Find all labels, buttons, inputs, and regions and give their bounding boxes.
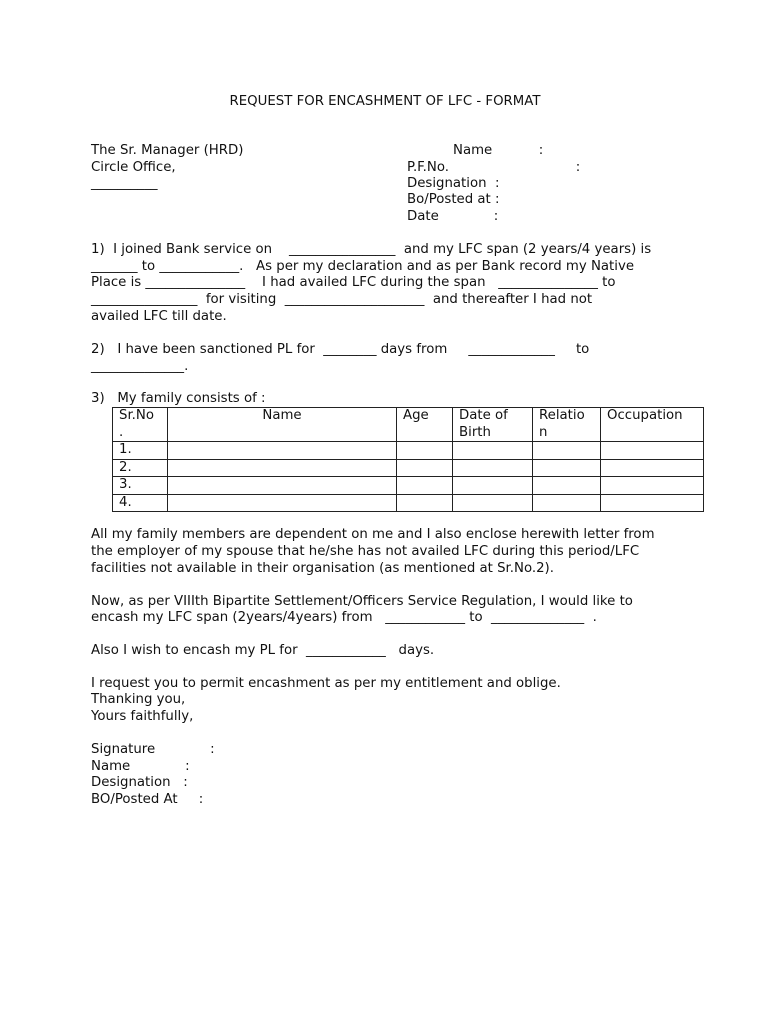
addressee-line: __________: [91, 176, 158, 191]
row-cell: [533, 459, 601, 477]
header-relation: Relatio n: [533, 408, 601, 442]
row-cell: [601, 477, 704, 495]
paragraph-line: _______ to ____________. As per my declaration and as per Bank record my Native: [91, 259, 635, 274]
row-cell: [533, 477, 601, 495]
paragraph-line: availed LFC till date.: [91, 309, 227, 324]
row-srno: 2.: [113, 459, 168, 477]
applicant-designation-field: Designation :: [407, 176, 500, 191]
closing-line: Thanking you,: [91, 692, 186, 707]
row-cell: [601, 442, 704, 460]
paragraph-line: Now, as per VIIIth Bipartite Settlement/Officers Service Regulation, I would like to: [91, 594, 633, 609]
row-cell: [168, 442, 397, 460]
closing-line: Yours faithfully,: [91, 709, 194, 724]
paragraph-line: encash my LFC span (2years/4years) from ____________ to ______________ .: [91, 610, 597, 625]
addressee-line: Circle Office,: [91, 160, 176, 175]
paragraph-encash-pl: Also I wish to encash my PL for ____________ days.: [91, 643, 435, 658]
signature-field: Signature :: [91, 742, 215, 757]
signature-designation-field: Designation :: [91, 775, 188, 790]
row-cell: [601, 494, 704, 512]
table-header-row: [113, 408, 704, 442]
table-row: [113, 459, 704, 477]
table-row: [113, 442, 704, 460]
row-cell: [397, 494, 453, 512]
row-cell: [397, 477, 453, 495]
addressee-line: The Sr. Manager (HRD): [91, 143, 244, 158]
row-cell: [168, 459, 397, 477]
paragraph-line: 1) I joined Bank service on ________________ and my LFC span (2 years/4 years) is: [91, 242, 652, 257]
row-cell: [533, 442, 601, 460]
signature-name-field: Name :: [91, 759, 190, 774]
header-age: Age: [397, 408, 453, 442]
signature-posted-field: BO/Posted At :: [91, 792, 204, 807]
applicant-posted-field: Bo/Posted at :: [407, 192, 500, 207]
paragraph-line: ________________ for visiting _____________________ and thereafter I had not: [91, 292, 593, 307]
paragraph-line: 2) I have been sanctioned PL for ________ days from _____________ to: [91, 342, 590, 357]
closing-line: I request you to permit encashment as per my entitlement and oblige.: [91, 676, 561, 691]
table-row: [113, 494, 704, 512]
row-srno: 4.: [113, 494, 168, 512]
header-srno: Sr.No .: [113, 408, 168, 442]
applicant-pfno-field: P.F.No. :: [407, 160, 581, 175]
row-srno: 1.: [113, 442, 168, 460]
row-cell: [453, 477, 533, 495]
document-title: REQUEST FOR ENCASHMENT OF LFC - FORMAT: [229, 94, 541, 109]
header-name: Name: [168, 408, 397, 442]
paragraph-line: ______________.: [91, 359, 189, 374]
family-table: [112, 407, 704, 512]
row-cell: [397, 442, 453, 460]
paragraph-line: facilities not available in their organisation (as mentioned at Sr.No.2).: [91, 561, 554, 576]
row-cell: [168, 494, 397, 512]
row-cell: [533, 494, 601, 512]
paragraph-line: Place is _______________ I had availed LFC during the span _______________ to: [91, 275, 616, 290]
header-occupation: Occupation: [601, 408, 704, 442]
table-row: [113, 477, 704, 495]
paragraph-line: the employer of my spouse that he/she has not availed LFC during this period/LFC: [91, 544, 640, 559]
row-cell: [453, 459, 533, 477]
row-cell: [397, 459, 453, 477]
row-cell: [601, 459, 704, 477]
applicant-date-field: Date :: [407, 209, 499, 224]
row-cell: [168, 477, 397, 495]
family-heading: 3) My family consists of :: [91, 391, 266, 406]
row-cell: [453, 494, 533, 512]
paragraph-line: All my family members are dependent on me and I also enclose herewith letter from: [91, 527, 655, 542]
row-cell: [453, 442, 533, 460]
row-srno: 3.: [113, 477, 168, 495]
applicant-name-field: Name :: [453, 143, 544, 158]
header-dob: Date of Birth: [453, 408, 533, 442]
